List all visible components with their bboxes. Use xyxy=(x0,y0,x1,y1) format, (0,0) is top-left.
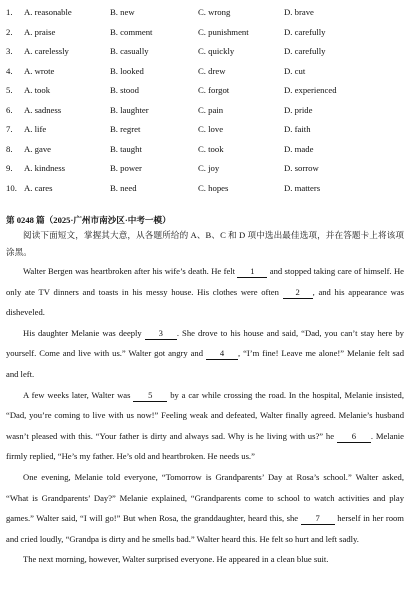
question-number: 5. xyxy=(6,85,13,95)
question-number: 4. xyxy=(6,65,13,76)
option-d: D. faith xyxy=(284,124,311,134)
option-c: C. joy xyxy=(198,163,220,173)
option-b: B. looked xyxy=(110,65,144,76)
option-a: A. took xyxy=(24,85,51,95)
answer-options-list xyxy=(6,7,404,202)
option-c: C. pain xyxy=(198,104,224,115)
option-d: D. experienced xyxy=(284,85,337,95)
blank-7: 7 xyxy=(301,512,335,525)
option-c: C. hopes xyxy=(198,182,229,193)
option-row xyxy=(6,66,404,86)
reading-passage xyxy=(6,213,404,570)
option-a: A. gave xyxy=(24,143,52,154)
option-d: D. carefully xyxy=(284,46,326,56)
paragraph-4 xyxy=(6,467,404,549)
option-c: C. forgot xyxy=(198,85,230,95)
question-number: 3. xyxy=(6,46,13,56)
question-number: 1. xyxy=(6,7,13,17)
option-d: D. pride xyxy=(284,104,313,115)
paragraph-2 xyxy=(6,323,404,385)
option-d: D. made xyxy=(284,143,314,154)
option-a: A. praise xyxy=(24,26,56,37)
question-number: 2. xyxy=(6,26,13,37)
blank-3: 3 xyxy=(145,327,177,340)
paragraph-text: A few weeks later, Walter was xyxy=(23,389,134,400)
option-c: C. love xyxy=(198,124,224,134)
question-number: 10. xyxy=(6,182,17,193)
option-b: B. laughter xyxy=(110,104,149,115)
option-d: D. sorrow xyxy=(284,163,319,173)
option-a: A. wrote xyxy=(24,65,55,76)
option-c: C. wrong xyxy=(198,7,231,17)
paragraph-text: , and his appearance was disheveled. xyxy=(6,286,404,318)
paragraph-text: . Melanie firmly replied, “He’s my father. He’s old and heartbroken. He needs us.” xyxy=(6,430,404,462)
paragraph-5: The next morning, however, Walter surprised everyone. He appeared in a clean blue suit. xyxy=(23,554,329,565)
blank-5: 5 xyxy=(133,389,167,402)
option-a: A. carelessly xyxy=(24,46,69,56)
question-number: 6. xyxy=(6,104,13,115)
option-row xyxy=(6,163,404,183)
option-c: C. quickly xyxy=(198,46,235,56)
blank-6: 6 xyxy=(337,430,371,443)
paragraph-text: and stopped taking care of himself. He only ate TV dinners and toasts in his messy house. His clothes were often xyxy=(6,266,404,297)
option-d: D. matters xyxy=(284,182,321,193)
option-b: B. casually xyxy=(110,46,149,56)
option-c: C. took xyxy=(198,143,224,154)
option-row xyxy=(6,46,404,66)
question-number: 9. xyxy=(6,163,13,173)
passage-title: 第 0248 篇（2025·广州市南沙区·中考一模） xyxy=(6,215,171,225)
blank-2: 2 xyxy=(283,286,313,299)
option-d: D. brave xyxy=(284,7,314,17)
option-d: D. cut xyxy=(284,65,306,76)
option-row xyxy=(6,144,404,164)
paragraph-text: by a car while crossing the road. In the hospital, Melanie insisted, “Dad, you’re coming to live with us now!” Feeling weak and defeated, Walter finally agreed. Melanie’s husband wasn’t pleased with this. “Your father is dirty and always sad. Why is he living with us?” he xyxy=(6,389,404,441)
paragraph-text: One evening, Melanie told everyone, “Tomorrow is Grandparents’ Day at Rosa’s school.” Walter asked, “What is Grandparents’ Day?” Melanie explained, “Grandparents come to school to watch activities and play games.” Walter said, “I will go!” But when Rosa, the granddaughter, heard this, she xyxy=(6,471,404,524)
paragraph-text: Walter Bergen was heartbroken after his wife’s death. He felt xyxy=(23,266,238,276)
option-row xyxy=(6,124,404,144)
paragraph-text: herself in her room and cried loudly, “Grandpa is dirty and he smells bad.” Walter heard this. He felt so hurt and left sadly. xyxy=(6,513,404,544)
option-a: A. life xyxy=(24,124,47,134)
option-b: B. stood xyxy=(110,85,139,95)
paragraph-text: . She drove to his house and said, “Dad, you can’t stay here by yourself. Come and live with us.” Walter got angry and xyxy=(6,327,404,359)
passage-instruction: 阅读下面短文，掌握其大意，从各题所给的 A、B、C 和 D 项中选出最佳选项，并在答题卡上将该项涂黑。 xyxy=(6,230,404,257)
option-b: B. power xyxy=(110,163,142,173)
blank-1: 1 xyxy=(237,265,267,278)
option-b: B. taught xyxy=(110,143,142,154)
option-a: A. kindness xyxy=(24,163,66,173)
option-b: B. regret xyxy=(110,124,141,134)
paragraph-3 xyxy=(6,385,404,467)
option-row xyxy=(6,85,404,105)
option-row xyxy=(6,105,404,125)
option-b: B. comment xyxy=(110,26,153,37)
blank-4: 4 xyxy=(206,347,238,360)
option-b: B. new xyxy=(110,7,135,17)
option-b: B. need xyxy=(110,182,137,193)
paragraph-text: , “I’m fine! Leave me alone!” Melanie felt sad and left. xyxy=(6,348,404,379)
option-c: C. drew xyxy=(198,65,226,76)
option-row xyxy=(6,183,404,203)
option-c: C. punishment xyxy=(198,26,249,37)
option-a: A. reasonable xyxy=(24,7,72,17)
option-row xyxy=(6,27,404,47)
option-row xyxy=(6,7,404,27)
paragraph-text: His daughter Melanie was deeply xyxy=(23,327,145,338)
question-number: 7. xyxy=(6,124,13,134)
option-a: A. sadness xyxy=(24,104,62,115)
question-number: 8. xyxy=(6,143,13,154)
option-d: D. carefully xyxy=(284,26,326,37)
paragraph-1 xyxy=(6,261,404,323)
option-a: A. cares xyxy=(24,182,53,193)
